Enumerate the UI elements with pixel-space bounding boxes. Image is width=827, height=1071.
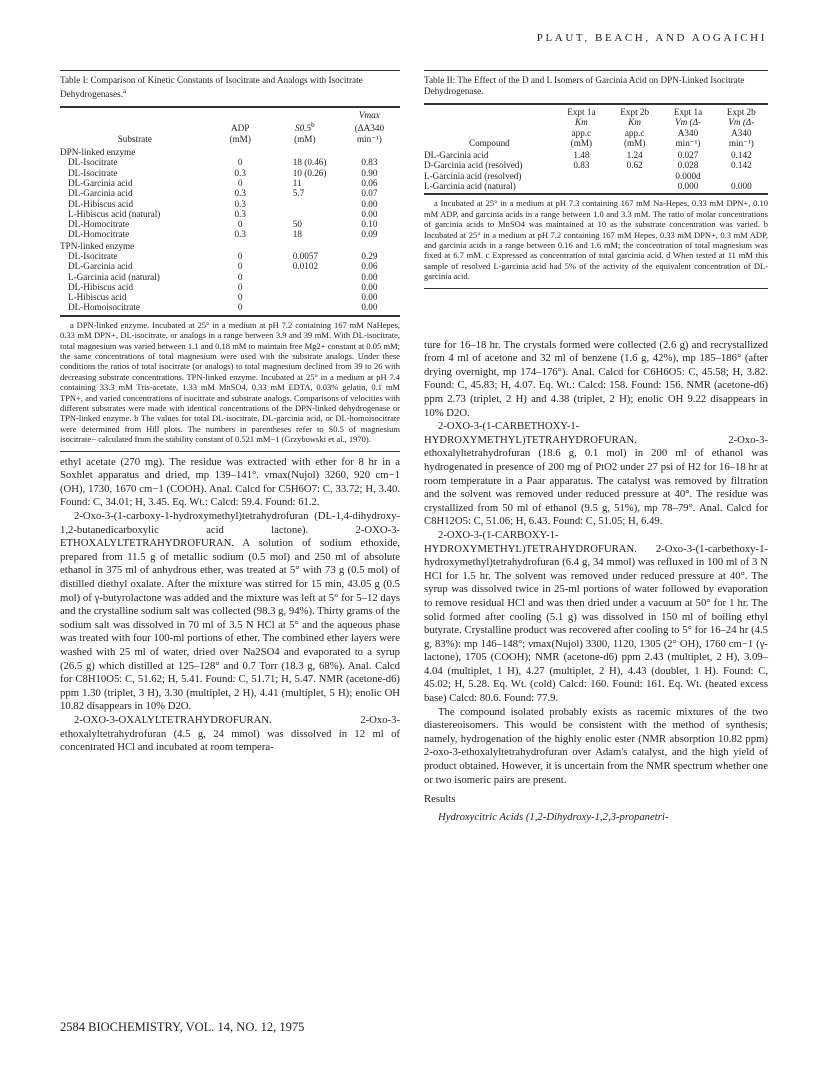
table-cell: 0.00 — [361, 302, 378, 313]
table-cell: 0.0102 — [292, 261, 319, 272]
divider — [60, 315, 400, 317]
table-cell: 18 — [292, 229, 302, 240]
table-cell: DL-Isocitrate — [68, 250, 118, 261]
divider — [424, 103, 768, 105]
table-cell — [271, 199, 339, 209]
table-row — [424, 150, 768, 160]
t2-head-compound — [424, 107, 555, 117]
table-group-row — [60, 146, 400, 157]
table-cell: DL-Homoisocitrate — [68, 302, 140, 313]
table-cell: 0.90 — [361, 167, 378, 178]
table-cell: 0.06 — [361, 261, 378, 272]
table-cell: DL-Garcinia acid — [68, 188, 133, 199]
t1-s05-label: S0.5 — [294, 123, 312, 134]
table-cell: 0 — [237, 292, 243, 303]
table-row — [60, 157, 400, 167]
table-cell: 5.7 — [292, 188, 305, 199]
t2-head-cell: A340 — [677, 127, 699, 138]
t2-head-cell: app.c — [571, 127, 592, 138]
table-cell: 0 — [237, 271, 243, 282]
results-first-line: Hydroxycitric Acids (1,2-Dihydroxy-1,2,3-propanetri- — [438, 810, 669, 823]
table-head-row — [424, 138, 768, 150]
t2-head-cell: Expt 2b — [620, 107, 650, 117]
table-cell: 0 — [237, 219, 243, 230]
running-header: PLAUT, BEACH, AND AOGAICHI — [536, 32, 767, 44]
t1-adp-unit: (mM) — [229, 133, 251, 144]
t2-head-compound — [424, 117, 555, 127]
table-group-label: DPN-linked enzyme — [60, 147, 136, 158]
table-cell: 0 — [237, 157, 243, 168]
table-row — [60, 199, 400, 209]
table-cell: 0.000 — [677, 181, 699, 192]
table-row — [60, 282, 400, 292]
table-cell: L-Hibiscus acid (natural) — [68, 208, 161, 219]
table-cell: 0.83 — [573, 160, 590, 171]
table1 — [60, 110, 400, 313]
table-cell: DL-Hibiscus acid — [68, 281, 134, 292]
t2-head-cell: Vm (Δ- — [674, 117, 702, 128]
divider — [60, 451, 400, 452]
t2-head-compound — [424, 128, 555, 138]
right-column — [424, 70, 768, 824]
table-row — [60, 168, 400, 178]
table-cell: 0 — [237, 177, 243, 188]
table-cell: DL-Isocitrate — [68, 167, 118, 178]
table-row — [60, 251, 400, 261]
table-row — [60, 229, 400, 239]
paragraph: The compound isolated probably exists as racemic mixtures of the two diastereoisomers. This would be consistent with the method of synthesis; namely, hydrogenation of the highly enolic ester (NMR absorption 10.82 ppm) 2-oxo-3-ethoxalyltetrahydrofuran over Adam's catalyst, and the high yield of product obtained. However, it is uncertain from the NMR spectrum whether one or two isomeric pairs are present. — [424, 705, 768, 786]
table-cell: 0.142 — [730, 160, 752, 171]
table-row — [60, 261, 400, 271]
table-cell: 0.027 — [677, 150, 699, 161]
table-row — [424, 171, 768, 181]
t2-head-cell: A340 — [731, 127, 752, 138]
paragraph: 2-OXO-3-(1-CARBOXY-1-HYDROXYMETHYL)TETRAHYDROFURAN. 2-Oxo-3-(1-carbethoxy-1-hydroxymethyl)tetrahydrofuran (6.4 g, 34 mmol) was refluxed in 100 ml of 3 N HCl for 1.5 hr. The solvent was removed under reduced pressure at 40°. The syrup was dissolved twice in 25-ml portions of water followed by evaporation to remove residual HCl and was then dried under a vacuum at 50° for 1 hr. The solid formed after cooling (5.1 g) was dissolved in 150 ml of boiling ethyl butyrate. Crystalline product was recovered after cooling to 5° for 16–24 hr (4.5 g, 83%): mp 146–148°; νmax(Nujol) 3300, 1120, 1305 (2° OH), 1760 cm−1 (γ-lactone), 1705 (COOH); NMR (acetone-d6) ppm 2.43 (multiplet, 2 H), 3.09–4.04 (multiplet, 1 H), 4.27 (multiplet, 2 H), 4.43 (doublet, 1 H). Found: C, 45.02; H, 5.28. Eq. Wt. (cold) Calcd: 160. Found: 161. Eq. Wt. (heated excess base) Calcd: 80.6. Found: 77.9. — [424, 528, 768, 705]
table-cell: 0 — [237, 250, 243, 261]
results-heading: Results — [424, 793, 456, 806]
table-cell: 0.000 — [730, 181, 752, 192]
table-cell: 0 — [237, 302, 243, 313]
table-cell: DL-Hibiscus acid — [68, 198, 134, 209]
table1-footnote: a DPN-linked enzyme. Incubated at 25° in a medium at pH 7.2 containing 167 mM NaHepes, 0.33 mM DPN+, DL-isocitrate, or analogs in a range between 3.9 and 39 mM. With DL-isocitrate, total magnesium was varied between 1.1 and 0.18 mM to maintain free Mg2+ constant at 0.05 mM; the same concentrations of total magnesium were used with the substrate analogs. Under these conditions the ratios of total isocitrate (or analogs) to total magnesium declined from 39 to 26 with decreasing substrate concentrations. TPN-linked enzyme. Incubated at 25° in a medium at pH 7.4 containing 33.3 mM Tris-acetate, 1.33 mM MnSO4, 0.33 mM EDTA, 0.03% gelatin, 0.1 mM TPN+, and varied concentrations of isocitrate and substrate analogs. Comparisons of velocities with different substrates were made with identical concentrations of the DPN-linked dehydrogenase or TPN-linked enzyme. b The values for total DL-isocitrate, DL-garcinia acid, or DL-homoisocitrate were determined from Hill plots. The numbers in parentheses refer to S0.5 of magnesium isocitrate− calculated from the stability constant of 0.521 mM−1 (Grzybowski et al., 1970). — [60, 319, 400, 445]
t2-head-cell: (mM) — [570, 137, 593, 148]
table-head-row — [424, 107, 768, 117]
table-cell — [271, 302, 339, 312]
table-cell: L-Hibiscus acid — [68, 292, 127, 303]
table-cell — [555, 171, 608, 181]
table1-caption-sup: a — [123, 87, 127, 95]
table-row — [60, 219, 400, 229]
table-cell: 0.000d — [675, 170, 701, 181]
table-cell — [271, 292, 339, 302]
table-cell: 0.3 — [234, 208, 246, 219]
table-cell — [555, 181, 608, 191]
t2-head-cell: Expt 1a — [673, 107, 703, 117]
t1-head-vmax — [339, 110, 400, 120]
paragraph: ture for 16–18 hr. The crystals formed were collected (2.6 g) and recrystallized from 4 ml of acetone and 32 ml of benzene (1.6 g, 42%), mp 185–186° (after drying overnight, mp 174–176°). Anal. Calcd for C6H6O5: C, 45.58; H, 3.82. Found: C, 45.83; H, 4.07. Eq. Wt.: Calcd: 158. Found: 156. NMR (acetone-d6) ppm 2.73 (triplet, 2 H) and 4.38 (triplet, 2 H); enolic OH 9.22 disappears in 10% D2O. — [424, 338, 768, 419]
table-row — [60, 188, 400, 198]
left-column — [60, 70, 400, 755]
divider — [424, 70, 768, 71]
table-cell: 0.00 — [361, 281, 378, 292]
paragraph: ethyl acetate (270 mg). The residue was extracted with ether for 8 hr in a Soxhlet apparatus and dried, mp 139–141°. νmax(Nujol) 3260, 920 cm−1 (OH), 1730, 1670 cm−1 (COOH). Anal. Calcd for C5H6O7: C, 33.72; H, 3.40. Found: C, 34.01; H, 3.45. Eq. Wt.: Calcd: 59.4. Found: 61.2. — [60, 455, 400, 509]
t2-head-cell: (mM) — [623, 137, 646, 148]
t2-head-cell: min⁻¹) — [728, 137, 754, 148]
table2 — [424, 107, 768, 191]
table2-body — [424, 150, 768, 191]
table2-caption: Table II: The Effect of the D and L Isomers of Garcinia Acid on DPN-Linked Isocitrate Dehydrogenase. — [424, 75, 745, 96]
table2-head — [424, 107, 768, 150]
t2-head-compound: Compound — [468, 137, 510, 148]
table-head-row — [424, 117, 768, 127]
t1-head-s05 — [271, 110, 339, 120]
table-cell: DL-Homocitrate — [68, 219, 130, 230]
t1-head-substrate — [60, 110, 210, 120]
table-row — [424, 160, 768, 170]
table-group-row — [60, 240, 400, 251]
table-cell: 11 — [292, 177, 302, 188]
t1-s05-cell — [271, 120, 339, 133]
table-cell: 0.83 — [361, 157, 378, 168]
t1-s05-unit: (mM) — [294, 133, 316, 144]
table-cell: 0.3 — [234, 229, 246, 240]
table-row — [60, 292, 400, 302]
t2-head-cell: Expt 2b — [726, 107, 756, 117]
t1-s05-sup: b — [311, 121, 315, 130]
table-cell — [608, 181, 661, 191]
table-cell: 0.3 — [234, 198, 246, 209]
table1-caption — [60, 75, 400, 100]
table-row — [60, 178, 400, 188]
table-cell: 0.62 — [626, 160, 643, 171]
table-group-label: TPN-linked enzyme — [60, 240, 135, 251]
table-cell: 18 (0.46) — [292, 157, 327, 168]
table1-body — [60, 146, 400, 313]
t1-head-adp — [210, 110, 271, 120]
table-row — [60, 302, 400, 312]
table-cell: 0.142 — [730, 150, 752, 161]
table-cell: L-Garcinia acid (natural) — [424, 181, 516, 192]
table-head-row — [424, 128, 768, 138]
t1-head-empty — [60, 120, 210, 133]
t2-head-cell: Km — [628, 117, 642, 128]
table-cell: 0.3 — [234, 188, 246, 199]
table-cell: 0.06 — [361, 177, 378, 188]
t1-vmax-unit2: min⁻¹) — [356, 133, 382, 144]
table-cell: 0.10 — [361, 219, 378, 230]
table-row — [424, 181, 768, 191]
divider — [424, 288, 768, 289]
divider — [60, 106, 400, 108]
table-cell — [715, 171, 768, 181]
table-cell: DL-Garcinia acid — [424, 150, 489, 161]
table-cell: 0.00 — [361, 208, 378, 219]
table-cell: 0.09 — [361, 229, 378, 240]
table-cell: L-Garcinia acid (resolved) — [424, 170, 522, 181]
left-body — [60, 456, 400, 755]
table-cell: 0.29 — [361, 250, 378, 261]
table2-footnote: a Incubated at 25° in a medium at pH 7.3 containing 167 mM Na-Hepes, 0.33 mM DPN+, 0.10 mM ADP, and garcinia acids in a range between 1.0 and 3.3 mM. The ratio of molar concentrations of garcinia acids to MnSO4 was maintained at 10 as the substrate concentration was varied. b Incubated at 25° in a medium at pH 7.2 containing 167 mM Hepes, 0.33 mM DPN+, 0.3 mM ADP, and garcinia acids in a range between 0.16 and 1.6 mM; the concentration of total magnesium was fixed at 6.7 mM. c Expressed as concentration of total garcinia acid. d When tested at 11 mM this sample of resolved L-garcinia acid had 5% of the activity of the equivalent concentration of DL-garcinia acid. — [424, 198, 768, 282]
page-footer: 2584 BIOCHEMISTRY, VOL. 14, NO. 12, 1975 — [60, 1020, 305, 1034]
table-row — [60, 272, 400, 282]
divider — [424, 193, 768, 195]
paragraph: 2-OXO-3-(1-CARBETHOXY-1-HYDROXYMETHYL)TETRAHYDROFURAN. 2-Oxo-3-ethoxalyltetrahydrofuran (18.6 g, 0.1 mol) in 200 ml of ethanol was hydrogenated in presence of 200 mg of PtO2 under 27 psi of H2 for 16–18 hr at room temperature in a Paar apparatus. The catalyst was removed by filtration and the solvent was removed under reduced pressure at 40°. The residue was crystallized from 50 ml of ethanol (9.5 g, 51%), mp 78–79°. Anal. Calcd for C8H12O5: C, 51.06; H, 6.43. Found: C, 51.05; H, 6.49. — [424, 420, 768, 528]
table-cell: 0.3 — [234, 167, 246, 178]
table-cell: 0.00 — [361, 292, 378, 303]
t1-vmax-unit1: (ΔA340 — [354, 123, 385, 134]
table-cell: 10 (0.26) — [292, 167, 327, 178]
t2-head-cell: app.c — [624, 127, 645, 138]
table-cell: 0 — [237, 281, 243, 292]
table-cell: 1.24 — [626, 150, 643, 161]
table-cell: 0.00 — [361, 271, 378, 282]
divider — [60, 70, 400, 71]
table-cell: 0 — [237, 261, 243, 272]
table-cell: 0.07 — [361, 188, 378, 199]
t2-head-cell: Km — [574, 117, 588, 128]
t2-head-cell: Vm (Δ- — [728, 117, 755, 128]
right-body — [424, 339, 768, 825]
table-cell: 0.028 — [677, 160, 699, 171]
table-cell: D-Garcinia acid (resolved) — [424, 160, 523, 171]
paragraph: 2-OXO-3-OXALYLTETRAHYDROFURAN. 2-Oxo-3-ethoxalyltetrahydrofuran (4.5 g, 24 mmol) was dissolved in 12 ml of concentrated HCl and incubated at room tempera- — [60, 713, 400, 754]
table-cell: DL-Garcinia acid — [68, 177, 133, 188]
table-cell: 50 — [292, 219, 302, 230]
table-cell: 0.0057 — [292, 250, 319, 261]
table-cell: DL-Isocitrate — [68, 157, 118, 168]
table-cell: 1.48 — [573, 150, 590, 161]
table-cell: 0.00 — [361, 198, 378, 209]
table-cell: L-Garcinia acid (natural) — [68, 271, 160, 282]
table-cell: DL-Homocitrate — [68, 229, 130, 240]
paragraph: 2-Oxo-3-(1-carboxy-1-hydroxymethyl)tetrahydrofuran (DL-1,4-dihydroxy-1,2-butanedicarboxylic acid lactone). 2-OXO-3-ETHOXALYLTETRAHYDROFURAN. A solution of sodium ethoxide, prepared from 11.5 g of metallic sodium (0.5 mol) and 250 ml of absolute ethanol in 375 ml of anhydrous ether, was treated at 5° with 73 g (0.5 mol) of distilled diethyl oxalate. After the mixture was stirred for 15 min, 43.05 g (0.5 mol) of γ-butyrolactone was added and the mixture was left at 5° for 5–12 days and the crystalline sodium salt was collected (98.3 g, 94%). Thirty grams of the sodium salt was dissolved in 70 ml of 3.5 N HCl at 5° and the aqueous phase was treated with four 100-ml portions of ether. The combined ether layers were washed with 25 ml of water, dried over Na2SO4 and evaporated to a syrup (26.5 g) which distilled at 125–128° and 0.7 Torr (18.3 g, 68%). Anal. Calcd for C8H10O5: C, 51.62; H, 5.41. Found: C, 51.71; H, 5.47. NMR (acetone-d6) ppm 1.30 (triplet, 3 H), 3.30 (multiplet, 2 H), 4.41 (multiplet, 5 H); enolic OH 10.82 disappears in 10% D2O. — [60, 510, 400, 713]
table-cell — [608, 171, 661, 181]
table-cell: DL-Garcinia acid — [68, 261, 133, 272]
table-cell — [271, 272, 339, 282]
t2-head-cell: Expt 1a — [567, 107, 596, 117]
t1-adp-label: ADP — [230, 123, 250, 134]
table-cell — [271, 282, 339, 292]
t1-substrate-label: Substrate — [117, 133, 152, 144]
table-row — [60, 209, 400, 219]
table1-caption-text: Table I: Comparison of Kinetic Constants of Isocitrate and Analogs with Isocitrate Dehydrogenases. — [60, 75, 363, 100]
t2-head-cell: min⁻¹) — [675, 137, 701, 148]
table-cell — [271, 209, 339, 219]
t1-vmax-label: Vmax — [358, 110, 380, 121]
